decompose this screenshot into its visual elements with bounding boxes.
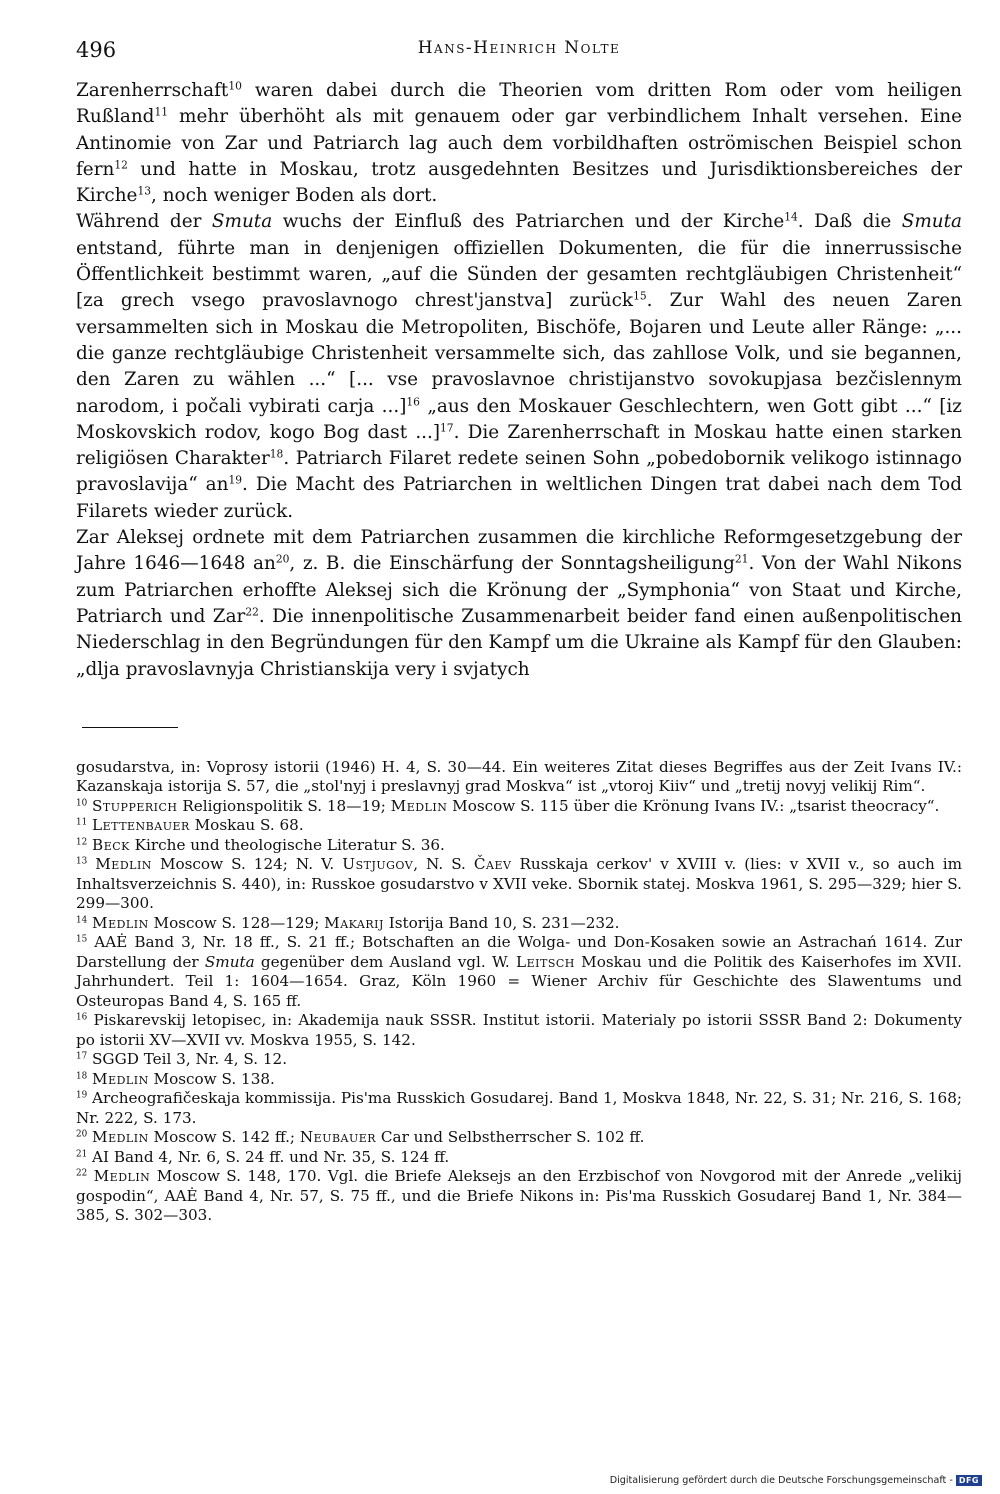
footnote-number: 22	[76, 1168, 88, 1179]
page	[76, 38, 962, 1226]
footnote-ref[interactable]: 20	[275, 552, 290, 566]
footnote-ref[interactable]: 21	[734, 552, 749, 566]
running-head: Hans-Heinrich Nolte	[417, 38, 621, 58]
footnote-number: 11	[76, 817, 88, 828]
footnote-number: 13	[76, 856, 88, 867]
footnote-11: $^{11}$ Lettenbauer Moskau S. 68.	[76, 816, 304, 835]
footnote-16: $^{16}$ Piskarevskij letopisec, in: Akademija nauk SSSR. Institut istorii. Materialy po istorii SSSR Band 2: Dokumenty po istorii XV—XVII vv. Moskva 1955, S. 142.	[76, 1011, 962, 1049]
footnote-number: 10	[76, 798, 88, 809]
footnote-ref[interactable]: 10	[228, 79, 242, 93]
body-text	[76, 78, 962, 683]
footnote-12: $^{12}$ Beck Kirche und theologische Literatur S. 36.	[76, 835, 445, 854]
footnote-ref[interactable]: 14	[784, 210, 798, 224]
footnote-separator	[82, 727, 178, 728]
paragraph-3: Zar Aleksej ordnete mit dem Patriarchen zusammen die kirchliche Reformgesetzgebung der Jahre 1646—1648 $an^{20}$, z. B. die Einschärfung der Sonntagsheiligung$^{21}$. Von der Wahl Nikons zum Patriarchen erhoffte Aleksej sich die Krönung der „Symphonia“ von Staat und Kirche, Patriarch und Zar$^{22}$. Die innenpolitische Zusammenarbeit beider fand einen außenpolitischen Niederschlag in den Begründungen für den Kampf um die Ukraine als Kampf für den Glauben: „dlja pravoslavnyja Christianskija very i svjatych	[76, 527, 963, 680]
footnote-ref[interactable]: 18	[269, 447, 284, 461]
footnote-number: 18	[76, 1071, 88, 1082]
footnote-22: $^{22}$ Medlin Moscow S. 148, 170. Vgl. die Briefe Aleksejs an den Erzbischof von Novgorod mit der Anrede „velikij gospodin“, AAĖ Band 4, Nr. 57, S. 75 ff., und die Briefe Nikons in: Pis'ma Russkich Gosudarej Band 1, Nr. 384—385, S. 302—303.	[76, 1167, 963, 1225]
footnote-15: $^{15}$ AAĖ Band 3, Nr. 18 ff., S. 21 ff.; Botschaften an die Wolga- und Don-Kosaken sowie an Astrachań 1614. Zur Darstellung der Smuta gegenüber dem Ausland vgl. W. Leitsch Moskau und die Politik des Kaiserhofes im XVII. Jahrhundert. Teil 1: 1604—1654. Graz, Köln 1960 = Wiener Archiv für Geschichte des Slawentums und Osteuropas Band 4, S. 165 ff.	[76, 933, 963, 1010]
footnote-ref[interactable]: 12	[114, 158, 128, 172]
footnote-ref[interactable]: 13	[137, 184, 152, 198]
footnote-21: $^{21}$ AI Band 4, Nr. 6, S. 24 ff. und Nr. 35, S. 124 ff.	[76, 1147, 450, 1166]
footnote-10: $^{10}$ Stupperich Religionspolitik S. 18—19; Medlin Moscow S. 115 über die Krönung Ivans IV.: „tsarist theocracy“.	[76, 796, 940, 815]
footnote-ref[interactable]: 19	[228, 473, 243, 487]
footnote-13: $^{13}$ Medlin Moscow S. 124; N. V. Ustjugov, N. S. Čaev Russkaja cerkov' v XVIII v. (lies: v XVII v., so auch im Inhaltsverzeichnis S. 440), in: Russkoe gosudarstvo v XVII veke. Sbornik statej. Moskva 1961, S. 295—329; hier S. 299—300.	[76, 855, 963, 913]
paragraph-2: Während der Smuta wuchs der Einfluß des Patriarchen und der Kirche$^{14}$. Daß die Smuta entstand, führte man in denjenigen offiziellen Dokumenten, die für die innerrussische Öffentlichkeit bestimmt waren, „auf die Sünden der gesamten rechtgläubigen Christenheit“ [za grech vsego pravoslavnogo chrest'janstva] zurück$^{15}$. Zur Wahl des neuen Zaren versammelten sich in Moskau die Metropoliten, Bischöfe, Bojaren und Leute aller Ränge: „... die ganze rechtgläubige Christenheit versammelte sich, das zahllose Volk, und sie begannen, den Zaren zu wählen ...“ [... vse pravoslavnoe christijanstvo sovokupjasa bezčislennym narodom, i počali vybirati carja ...]$^{16}$ „aus den Moskauer Geschlechtern, wen Gott gibt ...“ [iz Moskovskich rodov, kogo Bog dast ...]$^{17}$. Die Zarenherrschaft in Moskau hatte einen starken religiösen Charakter$^{18}$. Patriarch Filaret redete seinen Sohn „pobedobornik velikogo istinnago pravoslavija“ $an^{19}$. Die Macht des Patriarchen in weltlichen Dingen trat dabei nach dem Tod Filarets wieder zurück.	[76, 210, 962, 522]
digitization-notice	[610, 1475, 982, 1486]
footnote-number: 15	[76, 934, 88, 945]
footnote-ref[interactable]: 11	[154, 105, 169, 119]
dfg-logo: DFG	[956, 1475, 982, 1486]
footnote-number: 17	[76, 1051, 88, 1062]
footnote-continued: gosudarstva, in: Voprosy istorii (1946) H. 4, S. 30—44. Ein weiteres Zitat dieses Begriffes aus der Zeit Ivans IV.: Kazanskaja istorija S. 57, die „stol'nyj i preslavnyj grad Moskva“ ist „vtoroj Kiiv“ und „tretij novyj velikij Rim“.	[76, 757, 962, 796]
paragraph-1: Zarenherrschaft$^{10}$ waren dabei durch die Theorien vom dritten Rom oder vom heiligen Rußland$^{11}$ mehr überhöht als mit genauem oder gar verbindlichem Inhalt versehen. Eine Antinomie von Zar und Patriarch lag auch dem vorbildhaften oströmischen Beispiel schon fern$^{12}$ und hatte in Moskau, trotz ausgedehnten Besitzes und Jurisdiktionsbereiches der Kirche$^{13}$, noch weniger Boden als dort.	[76, 79, 962, 207]
footnote-ref[interactable]: 17	[440, 421, 454, 435]
footnote-18: $^{18}$ Medlin Moscow S. 138.	[76, 1069, 275, 1088]
footnote-number: 19	[76, 1090, 88, 1101]
footnote-number: 20	[76, 1129, 88, 1140]
footnote-ref[interactable]: 16	[406, 394, 420, 408]
footnote-14: $^{14}$ Medlin Moscow S. 128—129; Makarij Istorija Band 10, S. 231—232.	[76, 913, 620, 932]
footnote-number: 14	[76, 915, 88, 926]
footnote-17: $^{17}$ SGGD Teil 3, Nr. 4, S. 12.	[76, 1050, 288, 1069]
page-number: 496	[76, 38, 117, 62]
footnote-number: 12	[76, 837, 88, 848]
page-header	[76, 38, 962, 78]
digitization-text: Digitalisierung gefördert durch die Deutsche Forschungsgemeinschaft -	[609, 1475, 953, 1486]
footnote-ref[interactable]: 15	[633, 289, 647, 303]
footnote-number: 16	[76, 1012, 88, 1023]
footnotes	[76, 758, 962, 1226]
footnote-ref[interactable]: 22	[245, 605, 259, 619]
footnote-number: 21	[76, 1149, 88, 1160]
footnote-20: $^{20}$ Medlin Moscow S. 142 ff.; Neubauer Car und Selbstherrscher S. 102 ff.	[76, 1128, 645, 1147]
footnote-19: $^{19}$ Archeografičeskaja kommissija. Pis'ma Russkich Gosudarej. Band 1, Moskva 1848, Nr. 22, S. 31; Nr. 216, S. 168; Nr. 222, S. 173.	[76, 1089, 962, 1127]
